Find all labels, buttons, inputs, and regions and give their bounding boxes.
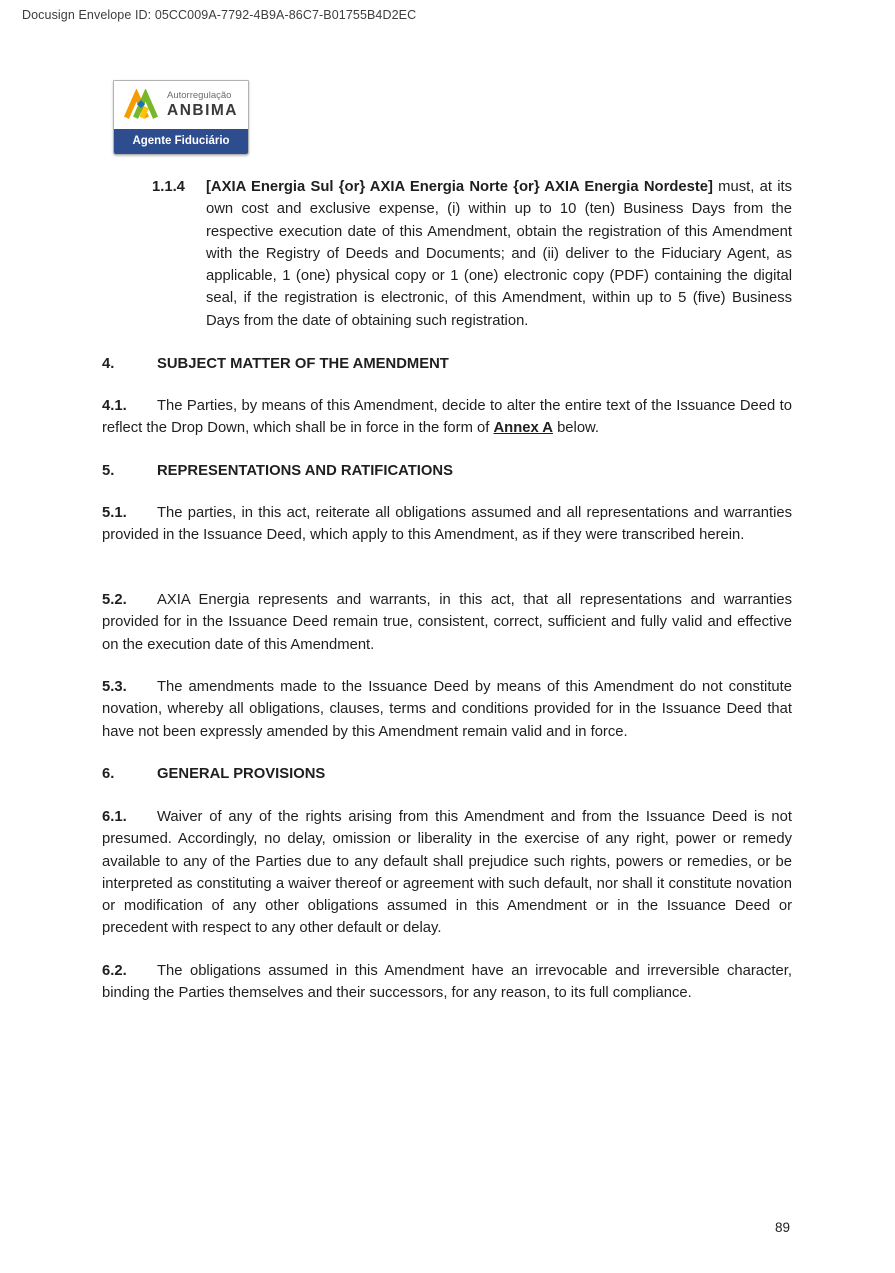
clause-number: 6.2.: [102, 963, 127, 979]
section-number: 4.: [102, 356, 115, 372]
anbima-seal: [113, 80, 249, 155]
section-number: 5.: [102, 463, 115, 479]
anbima-logo-icon: [121, 89, 161, 121]
annex-a-reference: Annex A: [493, 420, 553, 437]
anbima-subtitle: Autorregulação: [167, 89, 232, 101]
section-title: GENERAL PROVISIONS: [157, 766, 326, 782]
clause-6-1: [102, 806, 792, 940]
anbima-banner: Agente Fiduciário: [114, 129, 248, 154]
clause-5-1: [102, 502, 792, 547]
section-title: REPRESENTATIONS AND RATIFICATIONS: [157, 463, 453, 479]
clause-number: 5.2.: [102, 592, 127, 608]
anbima-name: ANBIMA: [167, 102, 238, 120]
clause-6-2: [102, 960, 792, 1005]
section-5-heading: [102, 460, 792, 482]
anbima-logo-text: [167, 91, 238, 119]
clause-text: The Parties, by means of this Amendment, decide to alter the entire text of the Issuance Deed to reflect the Drop Down, which shall be in force in the form of: [102, 398, 792, 437]
clause-text-after: below.: [552, 420, 600, 437]
clause-text: Waiver of any of the rights arising from this Amendment and from the Issuance Deed is not presumed. Accordingly, no delay, omission or liberality in the exercise of any right, power or remedy available to any of the Parties due to any default shall prejudice such rights, powers or remedies, or be interpreted as constituting a waiver thereof or agreement with such default, nor shall it constitute novation or modification of any other obligations assumed in this Amendment or in the Issuance Deed or precedent with respect to any other default or delay.: [102, 809, 792, 937]
section-6-heading: [102, 763, 792, 785]
clause-bold-text: [AXIA Energia Sul {or} AXIA Energia Norte {or} AXIA Energia Nordeste]: [206, 179, 713, 195]
clause-text: AXIA Energia represents and warrants, in this act, that all representations and warranties provided for in the Issuance Deed remain true, consistent, correct, sufficient and fully valid and effective on the execution date of this Amendment.: [102, 592, 792, 653]
clause-number: 6.1.: [102, 809, 127, 825]
clause-number: 5.1.: [102, 505, 127, 521]
clause-number: 5.3.: [102, 679, 127, 695]
clause-1-1-4: [152, 176, 792, 332]
clause-5-3: [102, 676, 792, 743]
clause-5-2: [102, 589, 792, 656]
clause-text: The parties, in this act, reiterate all obligations assumed and all representations and warranties provided in the Issuance Deed, which apply to this Amendment, as if they were transcribed herein.: [102, 505, 792, 544]
clause-4-1: [102, 395, 792, 440]
clause-text: The amendments made to the Issuance Deed by means of this Amendment do not constitute novation, whereby all obligations, clauses, terms and conditions provided for in the Issuance Deed that have not been expressly amended by this Amendment remain valid and in force.: [102, 679, 792, 740]
section-number: 6.: [102, 766, 115, 782]
clause-text: must, at its own cost and exclusive expense, (i) within up to 10 (ten) Business Days from the respective execution date of this Amendment, obtain the registration of this Amendment with the Registry of Deeds and Documents; and (ii) deliver to the Fiduciary Agent, as applicable, 1 (one) physical copy or 1 (one) electronic copy (PDF) containing the digital seal, if the registration is electronic, of this Amendment, within up to 5 (five) Business Days from the date of obtaining such registration.: [206, 179, 792, 329]
clause-number: 1.1.4: [152, 179, 185, 195]
docusign-envelope-id: Docusign Envelope ID: 05CC009A-7792-4B9A-86C7-B01755B4D2EC: [22, 8, 417, 22]
anbima-seal-top: [114, 81, 248, 129]
page-number: 89: [775, 1220, 791, 1235]
clause-text: The obligations assumed in this Amendment have an irrevocable and irreversible character, binding the Parties themselves and their successors, for any reason, to its full compliance.: [102, 963, 792, 1002]
section-title: SUBJECT MATTER OF THE AMENDMENT: [157, 356, 449, 372]
section-4-heading: [102, 353, 792, 375]
clause-number: 4.1.: [102, 398, 127, 414]
